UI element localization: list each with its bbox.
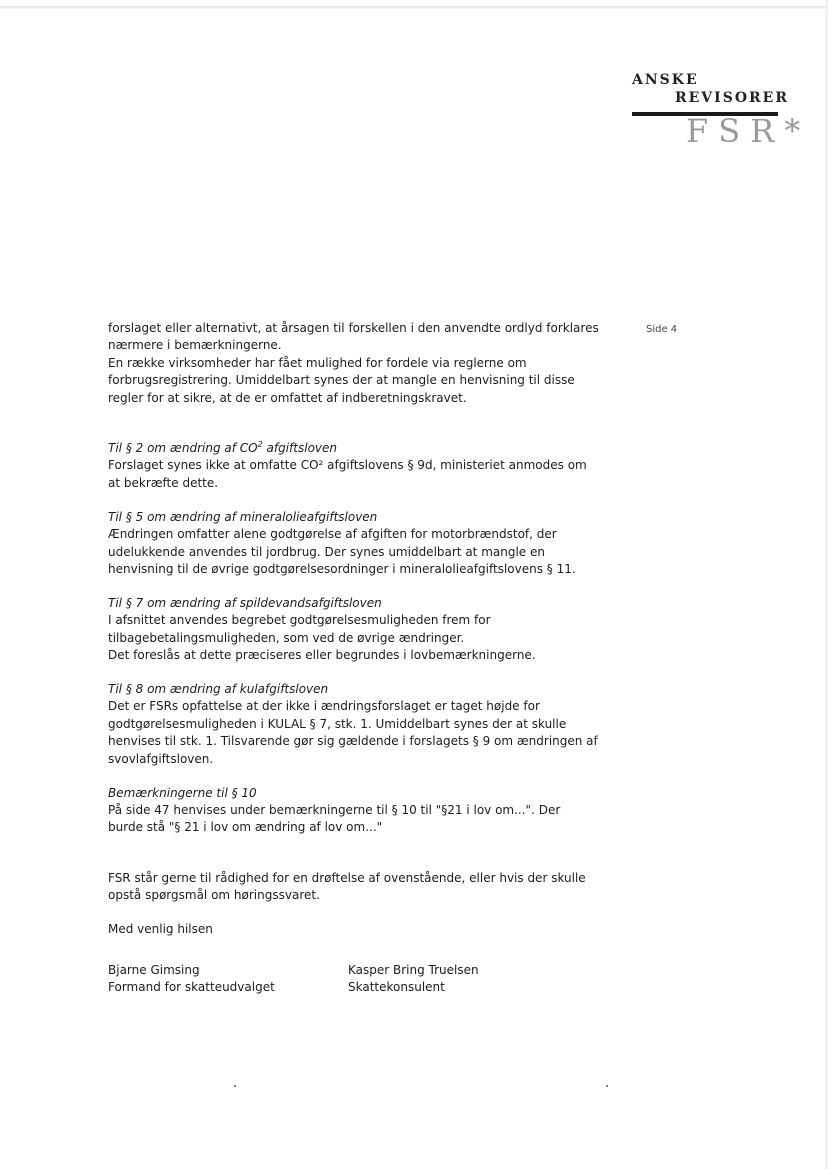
letter-body: [108, 320, 608, 938]
section-kulafgift: [108, 681, 608, 768]
intro-paragraph: [108, 320, 608, 407]
text-line: tilbagebetalingsmuligheden, som ved de øvrige ændringer.: [108, 630, 465, 645]
fsr-logo: [632, 72, 811, 152]
text-line: svovlafgiftsloven.: [108, 751, 214, 766]
text-line: I afsnittet anvendes begrebet godtgørelsesmuligheden frem for: [108, 613, 491, 628]
section-bemaerkninger: [108, 785, 608, 837]
signatory-title: Formand for skatteudvalget: [108, 980, 275, 995]
greeting: Med venlig hilsen: [108, 922, 213, 937]
scan-speck: [234, 1085, 236, 1087]
logo-line1: ANSKE: [632, 72, 699, 88]
text-line: FSR står gerne til rådighed for en drøftelse af ovenstående, eller hvis der skulle: [108, 870, 586, 885]
section-heading: Til § 5 om ændring af mineralolieafgiftsloven: [108, 509, 378, 524]
section-heading: Til § 2 om ændring af $CO^2$ afgiftsloven: [108, 440, 337, 456]
signatory-2: [348, 962, 479, 997]
text-line: henvises til stk. 1. Tilsvarende gør sig gældende i forslagets § 9 om ændringen af: [108, 734, 598, 749]
text-line: nærmere i bemærkningerne.: [108, 338, 282, 353]
section-mineralolie: [108, 509, 608, 579]
signatory-name: Bjarne Gimsing: [108, 963, 200, 977]
section-co2: [108, 440, 608, 492]
scan-speck: [606, 1085, 608, 1087]
text-line: På side 47 henvises under bemærkningerne til § 10 til "§21 i lov om...". Der: [108, 802, 561, 817]
text-line: udelukkende anvendes til jordbrug. Der synes umiddelbart at mangle en: [108, 544, 545, 559]
logo-line2: REVISORER: [675, 90, 789, 106]
text-line: burde stå "§ 21 i lov om ændring af lov om...": [108, 820, 383, 835]
section-heading: Til § 8 om ændring af kulafgiftsloven: [108, 682, 329, 696]
text-line: En række virksomheder har fået mulighed for fordele via reglerne om: [108, 355, 527, 370]
text-line: godtgørelsesmuligheden i KULAL § 7, stk. 1. Umiddelbart synes der at skulle: [108, 716, 567, 731]
page-number: Side 4: [646, 324, 678, 335]
logo-mark: FSR*: [686, 112, 811, 150]
text-line: henvisning til de øvrige godtgørelsesordninger i mineralolieafgiftslovens § 11.: [108, 561, 576, 576]
text-line: forbrugsregistrering. Umiddelbart synes der at mangle en henvisning til disse: [108, 373, 575, 388]
signatory-1: [108, 962, 275, 997]
closing-paragraph: [108, 870, 608, 905]
text-line: forslaget eller alternativt, at årsagen til forskellen i den anvendte ordlyd forklares: [108, 321, 599, 335]
signatory-title: Skattekonsulent: [348, 980, 445, 995]
signatory-name: Kasper Bring Truelsen: [348, 963, 479, 977]
scan-edge-top: [0, 6, 828, 9]
text-line: Det foreslås at dette præciseres eller begrundes i lovbemærkningerne.: [108, 648, 536, 663]
text-line: at bekræfte dette.: [108, 475, 219, 490]
text-line: Ændringen omfatter alene godtgørelse af afgiften for motorbrændstof, der: [108, 527, 557, 542]
text-line: opstå spørgsmål om høringssvaret.: [108, 888, 320, 903]
section-heading: Bemærkningerne til § 10: [108, 785, 257, 800]
text-line: Det er FSRs opfattelse at der ikke i ændringsforslaget er taget højde for: [108, 699, 540, 714]
section-spildevand: [108, 595, 608, 665]
text-line: regler for at sikre, at de er omfattet af indberetningskravet.: [108, 390, 467, 405]
text-line: Forslaget synes ikke at omfatte CO² afgiftslovens § 9d, ministeriet anmodes om: [108, 458, 587, 473]
section-heading: Til § 7 om ændring af spildevandsafgiftsloven: [108, 595, 382, 610]
